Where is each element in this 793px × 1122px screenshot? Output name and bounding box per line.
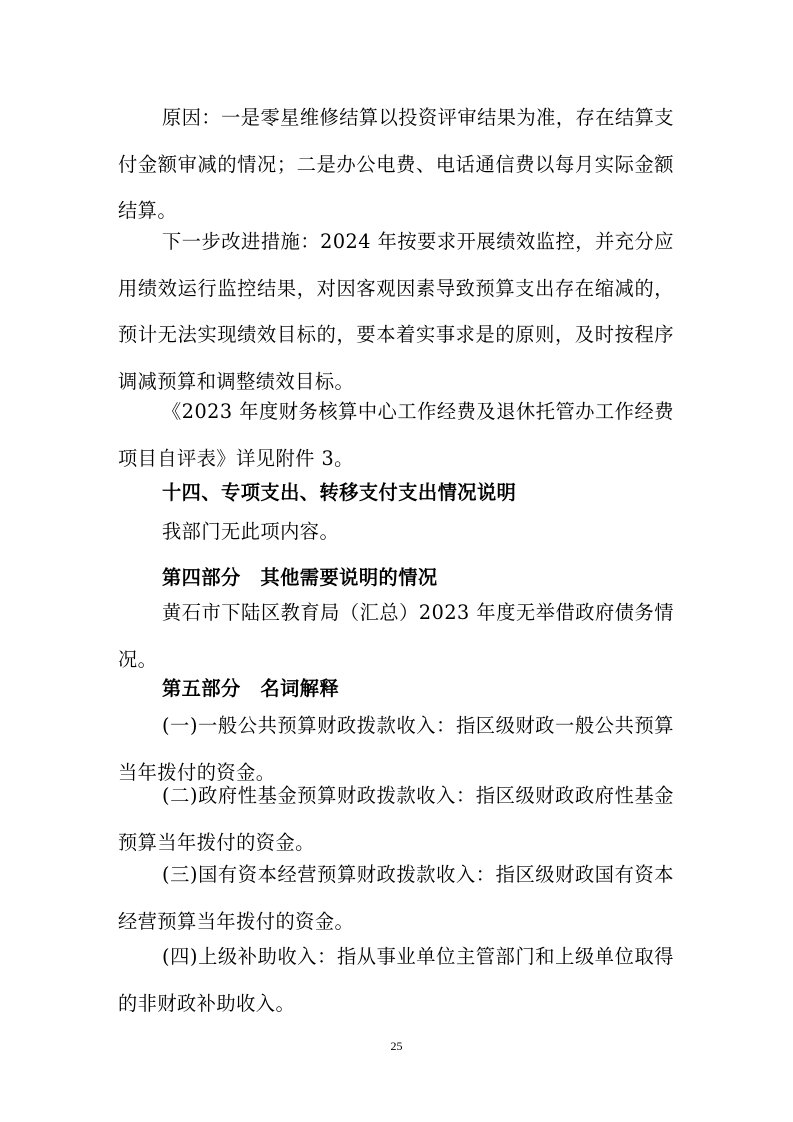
term-government-fund-budget: (二)政府性基金预算财政拨款收入：指区级财政政府性基金预算当年拨付的资金。 — [118, 784, 674, 854]
section-heading-part-five: 第五部分 名词解释 — [162, 677, 340, 700]
page-number: 25 — [390, 1039, 403, 1053]
term-general-public-budget: (一)一般公共预算财政拨款收入：指区级财政一般公共预算当年拨付的资金。 — [118, 714, 674, 784]
paragraph-reason: 原因：一是零星维修结算以投资评审结果为准，存在结算支付金额审减的情况；二是办公电费、电话通信费以每月实际金额结算。 — [118, 106, 674, 222]
paragraph-no-government-debt: 黄石市下陆区教育局（汇总）2023 年度无举借政府债务情况。 — [118, 601, 674, 671]
paragraph-no-content: 我部门无此项内容。 — [162, 520, 340, 543]
paragraph-self-evaluation-reference: 《2023 年度财务核算中心工作经费及退休托管办工作经费项目自评表》详见附件 3。 — [118, 400, 674, 470]
section-heading-special-expenditure: 十四、专项支出、转移支付支出情况说明 — [162, 481, 517, 504]
paragraph-improvement-measures: 下一步改进措施：2024 年按要求开展绩效监控，并充分应用绩效运行监控结果，对因客观因素导致预算支出存在缩减的，预计无法实现绩效目标的，要本着实事求是的原则，及时按程序调减预算和调整绩效目标。 — [118, 230, 674, 393]
term-state-capital-budget: (三)国有资本经营预算财政拨款收入：指区级财政国有资本经营预算当年拨付的资金。 — [118, 863, 674, 933]
section-heading-part-four: 第四部分 其他需要说明的情况 — [162, 566, 438, 589]
term-superior-subsidy-income: (四)上级补助收入：指从事业单位主管部门和上级单位取得的非财政补助收入。 — [118, 945, 674, 1015]
